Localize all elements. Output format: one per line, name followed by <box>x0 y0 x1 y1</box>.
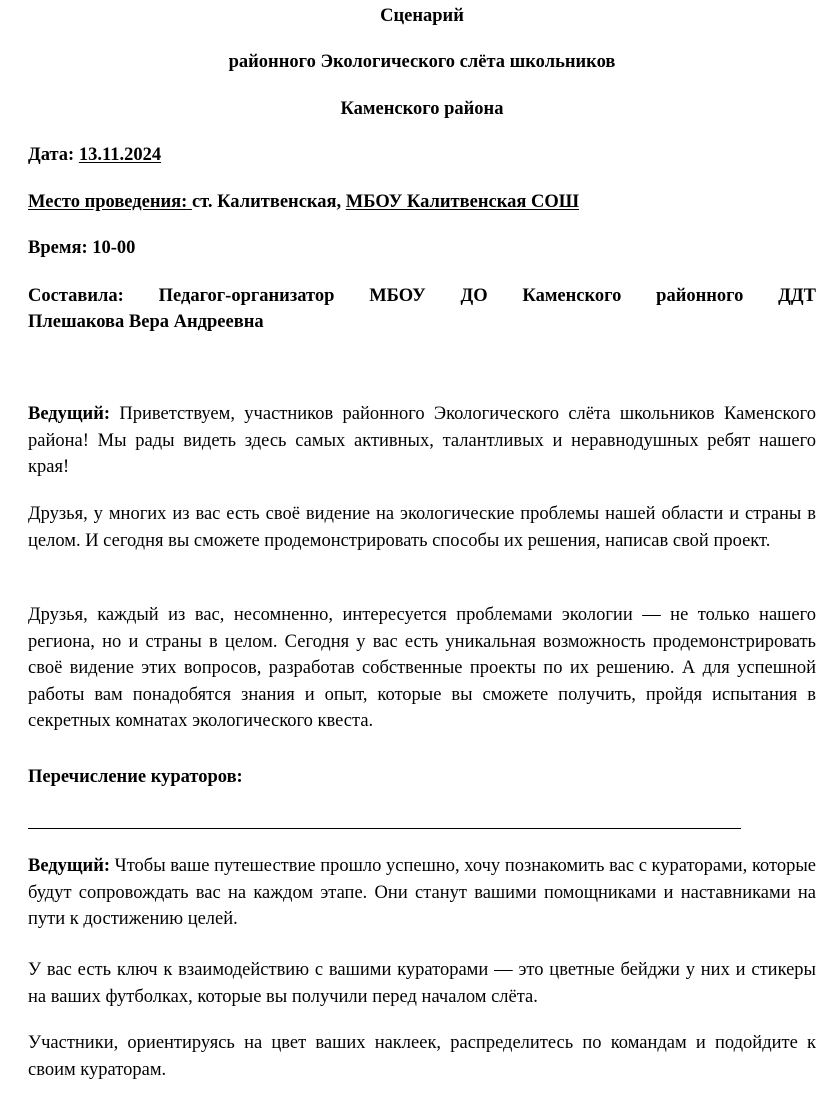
curators-heading: Перечисление кураторов: <box>28 767 243 787</box>
host-label: Ведущий: <box>28 404 111 424</box>
compiled-word: ДО <box>460 286 488 306</box>
date-value: 13.11.2024 <box>78 145 162 165</box>
compiled-word: ДДТ <box>778 286 816 306</box>
date-label: Дата: <box>28 145 75 165</box>
paragraph-host-curators <box>28 853 816 933</box>
document-page <box>28 0 816 1105</box>
compiled-word: МБОУ <box>369 286 426 306</box>
time-label: Время: <box>28 238 88 258</box>
compiled-name: Плешакова Вера Андреевна <box>28 312 264 332</box>
curators-fill-line <box>28 828 741 829</box>
place-field <box>28 190 579 214</box>
title-line-1: Сценарий <box>380 6 464 26</box>
compiled-line-1 <box>28 283 816 309</box>
compiled-by-block <box>28 283 816 335</box>
place-value-plain: ст. Калитвенская, <box>191 192 342 212</box>
place-label: Место проведения: <box>28 192 188 212</box>
host-label: Ведущий: <box>28 856 111 876</box>
paragraph-text: Приветствуем, участников районного Экологического слёта школьников Каменского района! Мы рады видеть здесь самых активных, талантливых и неравнодушных ребят нашего края! <box>28 404 816 477</box>
time-field <box>28 236 135 260</box>
title-line-2: районного Экологического слёта школьников <box>228 52 616 72</box>
title-line-3: Каменского района <box>340 99 504 119</box>
paragraph-teams: Участники, ориентируясь на цвет ваших наклеек, распределитесь по командам и подойдите к своим кураторам. <box>28 1033 816 1080</box>
compiled-word: Педагог-организатор <box>158 286 335 306</box>
place-value-school: МБОУ Калитвенская СОШ <box>345 192 580 212</box>
paragraph-text: Чтобы ваше путешествие прошло успешно, хочу познакомить вас с кураторами, которые будут сопровождать вас на каждом этапе. Они станут вашими помощниками и наставниками на пути к достижению целей. <box>28 856 816 929</box>
compiled-word: Каменского <box>522 286 622 306</box>
paragraph-vision: Друзья, у многих из вас есть своё видение на экологические проблемы нашей области и страны в целом. И сегодня вы сможете продемонстрировать способы их решения, написав свой проект. <box>28 504 816 551</box>
paragraph-badges: У вас есть ключ к взаимодействию с вашими кураторами — это цветные бейджи у них и стикеры на ваших футболках, которые вы получили перед началом слёта. <box>28 960 816 1007</box>
date-field <box>28 143 161 167</box>
paragraph-quest: Друзья, каждый из вас, несомненно, интересуется проблемами экологии — не только нашего региона, но и страны в целом. Сегодня у вас есть уникальная возможность продемонстрировать своё видение этих вопросов, разработав собственные проекты по их решению. А для успешной работы вам понадобятся знания и опыт, которые вы сможете получить, пройдя испытания в секретных комнатах экологического квеста. <box>28 605 816 731</box>
compiled-word: районного <box>656 286 744 306</box>
compiled-label: Составила: <box>28 286 124 306</box>
paragraph-host-greeting <box>28 401 816 481</box>
time-value: 10-00 <box>92 238 136 258</box>
